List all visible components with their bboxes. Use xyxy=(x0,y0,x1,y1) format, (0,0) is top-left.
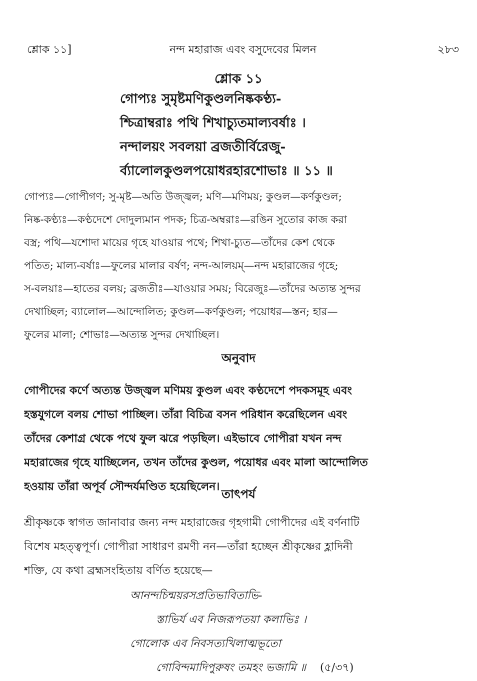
quote-line: আনন্দচিন্ময়রসপ্রতিভাবিতাভি- xyxy=(130,589,263,602)
translation-line: মহারাজের গৃহে যাচ্ছিলেন, তখন তাঁদের কুণ্ডল, পয়োধর এবং মালা আন্দোলিত xyxy=(24,456,368,469)
translation-heading: অনুবাদ xyxy=(221,351,256,365)
verse-line: গোপ্যঃ সুমৃষ্টমণিকুণ্ডলনিষ্ককণ্ঠ্য- xyxy=(120,92,282,107)
header-chapter-title: নন্দ মহারাজ এবং বসুদেবের মিলন xyxy=(169,43,317,56)
verse-title: শ্লোক ১১ xyxy=(214,72,263,87)
translation-line: তাঁদের কেশাগ্র থেকে পথে ফুল ঝরে পড়ছিল। এইভাবে গোপীরা যখন নন্দ xyxy=(24,432,342,445)
quote-reference: (৫/৩৭) xyxy=(319,661,354,674)
verse-text xyxy=(120,88,470,184)
quote-line: স্তাভির্য এব নিজরূপতয়া কলাভিঃ । xyxy=(156,613,307,626)
synonym-line: ফুলের মালা; শোভাঃ—অত্যন্ত সুন্দর দেখাচ্ছিল। xyxy=(24,329,220,341)
verse-line: র্ব্যালোলকুণ্ডলপয়োধরহারশোভাঃ ॥ ১১ ॥ xyxy=(120,164,333,179)
synonym-line: স-বলয়াঃ—হাতের বলয়; ব্রজতীঃ—যাওয়ার সময়; বিরেজুঃ—তাঁদের অত্যন্ত সুন্দর xyxy=(24,283,361,295)
translation-line: গোপীদের কর্ণে অত্যন্ত উজ্জ্বল মণিময় কুণ্ডল এবং কণ্ঠদেশে পদকসমূহ এবং xyxy=(24,384,352,397)
quote-line-last xyxy=(130,656,470,680)
purport-line: শক্তি, যে কথা ব্রহ্মসংহিতায় বর্ণিত হয়েছে— xyxy=(24,564,213,577)
word-for-word-synonyms xyxy=(24,186,456,347)
translation-line: হওয়ায় তাঁরা অপূর্ব সৌন্দর্যমণ্ডিত হয়েছিলেন। xyxy=(24,480,220,493)
purport-line: শ্রীকৃষ্ণকে স্বাগত জানাবার জন্য নন্দ মহারাজের গৃহগামী গোপীদের এই বর্ণনাটি xyxy=(24,516,360,529)
running-header xyxy=(27,41,459,59)
scripture-quote xyxy=(130,584,470,680)
synonym-line: গোপ্যঃ—গোপীগণ; সু-মৃষ্ট—অতি উজ্জ্বল; মণি—মণিময়; কুণ্ডল—কর্ণকুণ্ডল; xyxy=(24,191,342,203)
quote-line: গোবিন্দমাদিপুরুষং তমহং ভজামি ॥ xyxy=(156,661,306,674)
synonym-line: নিষ্ক-কণ্ঠ্যঃ—কণ্ঠদেশে দোদুল্যমান পদক; চিত্র-অম্বরাঃ—রঙিন সুতোর কাজ করা xyxy=(24,214,347,226)
verse-line: শ্চিত্রাম্বরাঃ পথি শিখাচ্যুতমাল্যবর্ষাঃ । xyxy=(120,116,306,131)
header-verse-ref: শ্লোক ১১] xyxy=(27,43,72,56)
purport-text xyxy=(24,511,456,583)
quote-line: গোলোক এব নিবসত্যখিলাত্মভূতো xyxy=(130,637,281,650)
synonym-line: পতিত; মাল্য-বর্ষাঃ—ফুলের মালার বর্ষণ; নন্দ-আলয়ম্—নন্দ মহারাজের গৃহে; xyxy=(24,260,339,272)
synonym-line: দেখাচ্ছিল; ব্যালোল—আন্দোলিত; কুণ্ডল—কর্ণকুণ্ডল; পয়োধর—স্তন; হার— xyxy=(24,306,338,318)
synonym-line: বস্ত্র; পথি—যশোদা মায়ের গৃহে যাওয়ার পথে; শিখা-চ্যুত—তাঁদের কেশ থেকে xyxy=(24,237,335,249)
translation-text xyxy=(24,379,456,499)
page-number: ২৮৩ xyxy=(437,43,459,56)
translation-line: হস্তযুগলে বলয় শোভা পাচ্ছিল। তাঁরা বিচিত্র বসন পরিধান করেছিলেন এবং xyxy=(24,408,348,421)
verse-line: নন্দালয়ং সবলয়া ব্রজতীর্বিরেজু- xyxy=(120,140,286,155)
purport-heading: তাৎপর্য xyxy=(221,487,256,501)
purport-line: বিশেষ মহত্ত্বপূর্ণ। গোপীরা সাধারণ রমণী নন—তাঁরা হচ্ছেন শ্রীকৃষ্ণের হ্লাদিনী xyxy=(24,540,353,553)
